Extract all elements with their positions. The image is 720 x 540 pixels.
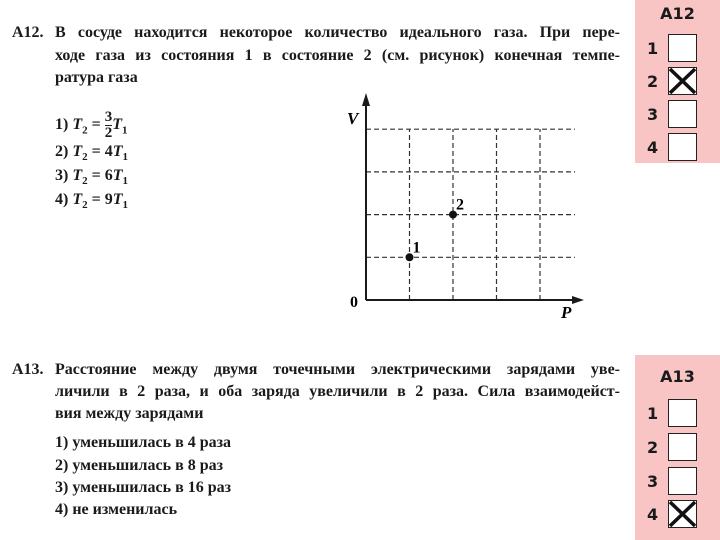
answer-checkbox[interactable] [668,433,697,461]
question-number-a12: А12. [12,24,44,41]
formula-lhs: T [72,191,83,208]
subscript: 1 [122,124,128,137]
answer-row [635,500,720,528]
x-mark-icon [669,68,696,94]
formula-rhs: T [112,143,123,160]
question-text-line: ратура газа [55,69,138,86]
question-text-line: вия между зарядами [55,405,204,422]
answer-option-4: 4) не изменилась [55,501,178,518]
answer-label: 1 [647,404,659,423]
answer-row [635,467,720,495]
option-number: 2) [55,143,69,160]
p-axis-label: P [561,303,572,322]
question-text-line: Расстояние между двумя точечными электрическими зарядами уве- [55,361,620,378]
question-number-a13: А13. [12,361,44,378]
question-text-line: В сосуде находится некоторое количество идеального газа. При пере- [55,24,620,41]
answer-checkbox[interactable] [668,399,697,427]
question-text-line: личили в 2 раза, и оба заряда увеличили в 2 раза. Сила взаимодейст- [55,383,620,400]
subscript: 2 [82,124,88,137]
question-text-line: ходе газа из состояния 1 в состояние 2 (см. рисунок) конечная темпе- [55,47,620,64]
x-mark-icon [669,501,696,527]
answer-checkbox[interactable] [668,467,697,495]
formula-rhs: T [112,191,123,208]
answer-label: 4 [647,505,659,524]
answer-row [635,399,720,427]
subscript: 1 [122,151,129,164]
equals: = [91,143,101,160]
subscript: 1 [122,175,129,188]
answer-label: 2 [647,438,659,457]
answer-panel-title: А12 [660,4,695,23]
subscript: 2 [82,199,88,212]
subscript: 2 [82,151,88,164]
answer-option-3: 3) уменьшилась в 16 раз [55,479,232,496]
answer-checkbox[interactable] [668,500,697,528]
formula-rhs: T [112,167,123,184]
answer-row [635,133,720,161]
answer-label: 3 [647,472,659,491]
subscript: 2 [82,175,88,188]
v-axis-label: V [347,109,359,128]
answer-row [635,433,720,461]
formula-lhs: T [72,143,83,160]
formula-rhs: T [112,116,123,134]
origin-label: 0 [350,294,358,311]
option-number: 1) [55,116,69,134]
answer-checkbox[interactable] [668,67,697,95]
coefficient: 9 [104,191,113,208]
state-point-label: 2 [456,196,464,214]
answer-checkbox[interactable] [668,100,697,128]
answer-panel-a12 [635,0,720,163]
answer-row [635,67,720,95]
answer-row [635,100,720,128]
equals: = [91,191,101,208]
answer-checkbox[interactable] [668,34,697,62]
coefficient: 4 [104,143,113,160]
answer-label: 3 [647,105,659,124]
answer-panel-title: А13 [660,367,695,386]
denominator: 2 [104,125,113,141]
p-axis-arrow [572,296,584,304]
answer-option-2: 2) уменьшилась в 8 раз [55,457,224,474]
numerator: 3 [104,109,113,125]
answer-label: 2 [647,72,659,91]
v-axis-arrow [362,93,370,106]
formula-lhs: T [72,116,83,134]
formula-lhs: T [72,167,83,184]
answer-checkbox[interactable] [668,133,697,161]
coefficient: 6 [104,167,113,184]
state-point-label: 1 [412,239,421,257]
option-number: 3) [55,167,69,184]
subscript: 1 [122,199,129,212]
equals: = [91,167,101,184]
answer-label: 4 [647,138,659,157]
answer-panel-a13 [635,355,720,540]
option-number: 4) [55,191,69,208]
equals: = [91,116,101,134]
answer-label: 1 [647,39,659,58]
answer-option-1: 1) уменьшилась в 4 раза [55,434,232,451]
answer-row [635,34,720,62]
